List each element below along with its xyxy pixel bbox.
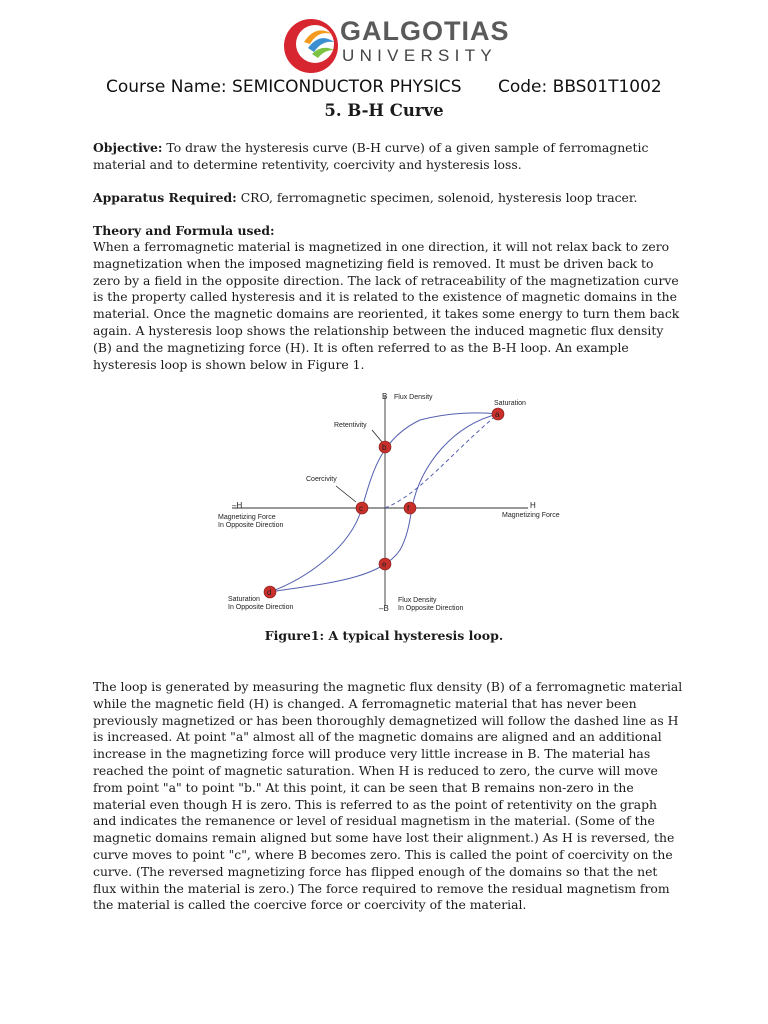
- svg-text:b: b: [382, 443, 387, 452]
- retentivity-label: Retentivity: [334, 422, 367, 429]
- saturation-opposite-2: In Opposite Direction: [228, 604, 294, 611]
- flux-opposite-2: In Opposite Direction: [398, 605, 464, 612]
- svg-text:d: d: [267, 588, 272, 597]
- theory-heading: Theory and Formula used:: [93, 223, 275, 238]
- svg-text:e: e: [382, 560, 387, 569]
- figure-caption: Figure1: A typical hysteresis loop.: [264, 628, 504, 643]
- coercivity-arrow: [336, 486, 356, 502]
- apparatus-label: Apparatus Required:: [93, 190, 237, 205]
- point-d: [264, 586, 276, 598]
- b-axis-label: B: [382, 392, 388, 401]
- svg-text:c: c: [359, 504, 363, 513]
- course-name: Course Name: SEMICONDUCTOR PHYSICS: [106, 77, 462, 97]
- svg-text:a: a: [495, 410, 500, 419]
- coercivity-label: Coercivity: [306, 476, 337, 483]
- objective-label: Objective:: [93, 140, 163, 155]
- point-a: [492, 408, 504, 420]
- theory-paragraph: When a ferromagnetic material is magnetized in one direction, it will not relax back to zero magnetization when the imposed magnetizing field is removed. It must be driven back to zero by a field in the opposite direction. The lack of retraceability of the magnetization curve is the property called hysteresis and it is related to the existence of magnetic domains in the material. Once the magnetic domains are reoriented, it takes some energy to turn them back again. A hysteresis loop shows the relationship between the induced magnetic flux density (B) and the magnetizing force (H). It is often referred to as the B-H loop. An example hysteresis loop is shown below in Figure 1.: [93, 239, 680, 372]
- neg-h-desc-2: In Opposite Direction: [218, 522, 284, 529]
- neg-h-desc-1: Magnetizing Force: [218, 514, 276, 521]
- body-paragraph: The loop is generated by measuring the magnetic flux density (B) of a ferromagnetic material while the magnetic field (H) is changed. A ferromagnetic material that has never been previously magnetized or has been thoroughly demagnetized will follow the dashed line as H is increased. At point "a" almost all of the magnetic domains are aligned and an additional increase in the magnetizing force will produce very little increase in B. The material has reached the point of magnetic saturation. When H is reduced to zero, the curve will move from point "a" to point "b." At this point, it can be seen that B remains non-zero in the material even though H is zero. This is referred to as the point of retentivity on the graph and indicates the remanence or level of residual magnetism in the material. (Some of the magnetic domains remain aligned but some have lost their alignment.) As H is reversed, the curve moves to point "c", where B becomes zero. This is called the point of coercivity on the curve. (The reversed magnetizing force has flipped enough of the domains so that the net flux within the material is zero.) The force required to remove the residual magnetism from the material is called the coercive force or coercivity of the material.: [93, 679, 683, 913]
- point-f: [404, 502, 416, 514]
- flux-opposite-1: Flux Density: [398, 597, 437, 604]
- apparatus-text: CRO, ferromagnetic specimen, solenoid, hysteresis loop tracer.: [236, 190, 638, 205]
- university-logo: [282, 12, 510, 78]
- initial-magnetization-curve: [385, 414, 498, 508]
- point-e: [379, 558, 391, 570]
- h-axis-label: H: [530, 501, 536, 510]
- saturation-label: Saturation: [494, 400, 526, 407]
- neg-h-label: –H: [232, 501, 243, 510]
- objective-paragraph: [93, 140, 683, 174]
- point-b: [379, 441, 391, 453]
- objective-text: To draw the hysteresis curve (B-H curve) of a given sample of ferromagnetic material and to determine retentivity, coercivity and hysteresis loss.: [93, 140, 649, 172]
- logo-subtitle: UNIVERSITY: [342, 46, 498, 65]
- flux-density-label: Flux Density: [394, 394, 433, 401]
- course-code: Code: BBS01T1002: [498, 77, 662, 97]
- logo-name: GALGOTIAS: [340, 16, 510, 46]
- logo-emblem-icon: [282, 12, 340, 78]
- hysteresis-figure: [210, 384, 580, 616]
- svg-text:f: f: [407, 504, 410, 513]
- h-axis-desc: Magnetizing Force: [502, 512, 560, 519]
- page-title: 5. B-H Curve: [324, 101, 444, 120]
- apparatus-paragraph: [93, 190, 683, 207]
- neg-b-label: –B: [379, 604, 389, 613]
- saturation-opposite-1: Saturation: [228, 596, 260, 603]
- point-c: [356, 502, 368, 514]
- retentivity-arrow: [372, 430, 382, 442]
